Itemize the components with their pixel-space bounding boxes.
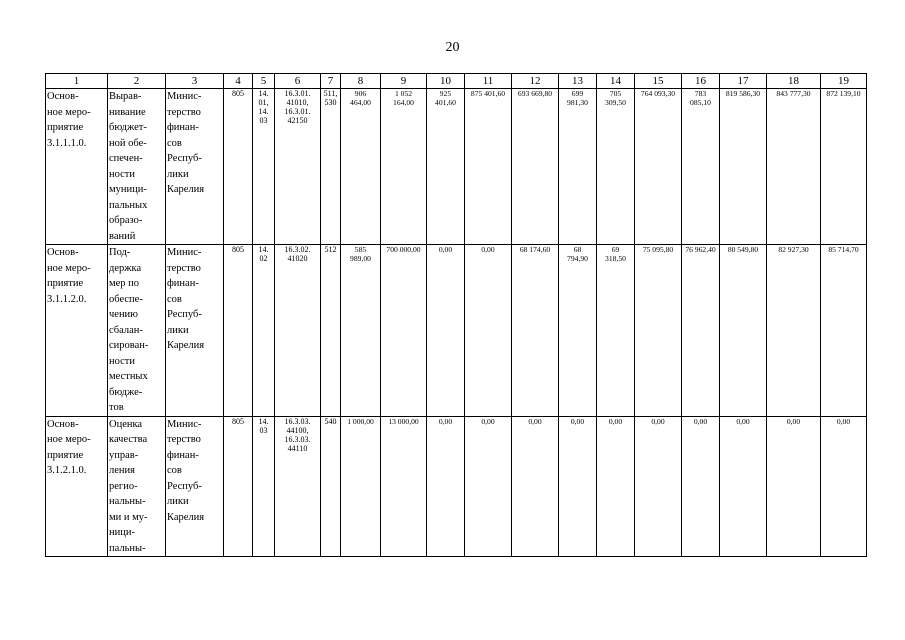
cell-text-line: приятие <box>47 449 84 461</box>
cell-text-line: 14. <box>258 416 269 426</box>
cell-text-line: сов <box>167 137 182 149</box>
cell-text-line: Под- <box>109 247 131 258</box>
cell-text-line: 805 <box>232 89 244 98</box>
table-row <box>46 416 867 557</box>
cell-text-line: муници- <box>109 184 147 195</box>
cell-text-line: Минис- <box>167 91 202 102</box>
column-header: 1 <box>46 74 108 89</box>
cell-text-line: 164,00 <box>393 98 414 107</box>
cell-text-line: мер по <box>109 278 140 289</box>
cell-text-line: Карелия <box>167 184 205 195</box>
amount-cell-col-18 <box>767 416 821 557</box>
cell-text-line: финан- <box>167 449 199 461</box>
amount-cell-col-11 <box>465 416 512 557</box>
amount-cell-col-17 <box>720 245 767 417</box>
amount-cell-col-9 <box>381 416 427 557</box>
amount-cell-col-14 <box>597 416 635 557</box>
cell-text-line: держка <box>109 262 142 274</box>
cell-text-line: управ- <box>109 449 139 461</box>
cell-text-line: ваний <box>109 230 136 242</box>
executor-cell <box>166 89 224 245</box>
column-header: 4 <box>224 74 253 89</box>
amount-cell-col-16 <box>682 245 720 417</box>
amount-cell-col-18 <box>767 89 821 245</box>
column-header: 2 <box>108 74 166 89</box>
cell-text-line: Респуб- <box>167 309 202 320</box>
cell-text-line: 02 <box>259 254 268 263</box>
column-header: 7 <box>321 74 341 89</box>
cell-text-line: 16.3.03. <box>284 416 311 426</box>
column-header: 19 <box>821 74 867 89</box>
column-header: 17 <box>720 74 767 89</box>
cell-text-line: 42150 <box>287 116 308 125</box>
cell-text-line: Карелия <box>167 340 205 351</box>
cell-text-line: чению <box>109 309 139 320</box>
cell-text-line: 75 095,80 <box>642 245 674 254</box>
cell-text-line: ное меро- <box>47 106 91 118</box>
cell-text-line: 0,00 <box>786 416 801 426</box>
grbs-cell <box>224 245 253 417</box>
column-header: 11 <box>465 74 512 89</box>
cell-text-line: 764 093,30 <box>640 89 676 98</box>
cell-text-line: 13 000,00 <box>388 416 419 426</box>
cell-text-line: местных <box>109 371 148 382</box>
column-header: 16 <box>682 74 720 89</box>
amount-cell-col-13 <box>559 245 597 417</box>
amount-cell-col-9 <box>381 245 427 417</box>
amount-cell-col-18 <box>767 245 821 417</box>
amount-cell-col-19 <box>821 416 867 557</box>
amount-cell-col-12 <box>512 245 559 417</box>
amount-cell-col-12 <box>512 416 559 557</box>
budget-table <box>45 73 867 557</box>
cell-text-line: 819 586,30 <box>725 89 761 98</box>
column-header: 13 <box>559 74 597 89</box>
cell-text-line: 872 139,10 <box>826 89 861 98</box>
amount-cell-col-17 <box>720 89 767 245</box>
cell-text-line: терство <box>167 262 201 274</box>
event-name-cell <box>108 245 166 417</box>
amount-cell-col-19 <box>821 89 867 245</box>
cell-text-line: Оценка <box>109 418 143 430</box>
cell-text-line: ления <box>109 465 135 476</box>
section-cell <box>253 89 275 245</box>
cell-text-line: 01, <box>258 98 269 107</box>
cell-text-line: 3.1.1.1.0. <box>47 137 87 149</box>
cell-text-line: 0,00 <box>836 416 851 426</box>
cell-text-line: приятие <box>47 278 84 289</box>
amount-cell-col-15 <box>635 89 682 245</box>
target-article-cell <box>275 89 321 245</box>
cell-text-line: 875 401,60 <box>470 89 506 98</box>
cell-text-line: лики <box>167 168 189 180</box>
cell-text-line: 512 <box>324 245 337 254</box>
cell-text-line: 925 <box>439 89 452 98</box>
cell-text-line: 76 962,40 <box>685 245 716 254</box>
column-header: 8 <box>341 74 381 89</box>
cell-text-line: 585 <box>354 245 367 254</box>
cell-text-line: сбалан- <box>109 324 143 336</box>
cell-text-line: 464,00 <box>350 98 371 107</box>
column-header: 5 <box>253 74 275 89</box>
expense-type-cell <box>321 416 341 557</box>
cell-text-line: 16.3.03. <box>284 434 311 444</box>
amount-cell-col-16 <box>682 416 720 557</box>
section-cell <box>253 245 275 417</box>
cell-text-line: ности <box>109 168 135 180</box>
cell-text-line: 0,00 <box>651 416 665 426</box>
column-header: 12 <box>512 74 559 89</box>
amount-cell-col-13 <box>559 416 597 557</box>
event-name-cell <box>108 416 166 557</box>
amount-cell-col-16 <box>682 89 720 245</box>
cell-text-line: 511, <box>323 89 338 98</box>
executor-cell <box>166 245 224 417</box>
cell-text-line: 0,00 <box>481 416 495 426</box>
cell-text-line: 309,50 <box>605 98 626 107</box>
cell-text-line: 843 777,30 <box>776 89 811 98</box>
cell-text-line: нальны- <box>109 496 146 507</box>
cell-text-line: 16.3.01. <box>284 107 311 116</box>
column-header: 9 <box>381 74 427 89</box>
cell-text-line: 401,60 <box>435 98 456 107</box>
table-row <box>46 89 867 245</box>
cell-text-line: 085,10 <box>690 98 711 107</box>
cell-text-line: 68 174,60 <box>519 245 551 254</box>
cell-text-line: 03 <box>259 425 268 435</box>
amount-cell-col-8 <box>341 245 381 417</box>
cell-text-line: ности <box>109 355 135 367</box>
cell-text-line: 68 <box>573 245 582 254</box>
cell-text-line: финан- <box>167 278 199 289</box>
cell-text-line: 41020 <box>287 254 308 263</box>
cell-text-line: 989,00 <box>350 254 371 263</box>
grbs-cell <box>224 416 253 557</box>
grbs-cell <box>224 89 253 245</box>
cell-text-line: 85 714,70 <box>828 245 859 254</box>
cell-text-line: ми и му- <box>109 511 148 523</box>
column-header: 18 <box>767 74 821 89</box>
amount-cell-col-19 <box>821 245 867 417</box>
cell-text-line: регио- <box>109 480 138 492</box>
cell-text-line: 3.1.1.2.0. <box>47 293 87 305</box>
section-cell <box>253 416 275 557</box>
cell-text-line: 318,50 <box>605 254 626 263</box>
amount-cell-col-15 <box>635 245 682 417</box>
cell-text-line: финан- <box>167 122 199 133</box>
cell-text-line: пальных <box>109 199 148 211</box>
amount-cell-col-14 <box>597 245 635 417</box>
cell-text-line: 82 927,30 <box>778 245 809 254</box>
cell-text-line: нивание <box>109 106 146 118</box>
cell-text-line: 69 <box>611 245 620 254</box>
cell-text-line: Основ- <box>47 418 79 430</box>
cell-text-line: Минис- <box>167 247 202 258</box>
cell-text-line: 805 <box>232 245 244 254</box>
cell-text-line: 906 <box>354 89 367 98</box>
cell-text-line: ное меро- <box>47 434 91 445</box>
cell-text-line: сов <box>167 293 182 305</box>
cell-text-line: 1 052 <box>394 89 413 98</box>
cell-text-line: Минис- <box>167 418 202 430</box>
cell-text-line: тов <box>109 402 124 413</box>
cell-text-line: 44110 <box>287 443 308 453</box>
cell-text-line: Основ- <box>47 91 79 102</box>
cell-text-line: 0,00 <box>693 416 708 426</box>
target-article-cell <box>275 245 321 417</box>
cell-text-line: 699 <box>571 89 584 98</box>
cell-text-line: 1 000,00 <box>347 416 374 426</box>
cell-text-line: 16.3.02. <box>284 245 311 254</box>
amount-cell-col-15 <box>635 416 682 557</box>
cell-text-line: сирован- <box>109 340 149 351</box>
cell-text-line: терство <box>167 106 201 118</box>
table-row <box>46 245 867 417</box>
cell-text-line: пальны- <box>109 542 146 554</box>
expense-type-cell <box>321 89 341 245</box>
amount-cell-col-8 <box>341 89 381 245</box>
amount-cell-col-10 <box>427 89 465 245</box>
column-header: 6 <box>275 74 321 89</box>
cell-text-line: 530 <box>324 98 337 107</box>
cell-text-line: 0,00 <box>481 245 495 254</box>
cell-text-line: образо- <box>109 215 143 226</box>
cell-text-line: 0,00 <box>438 245 453 254</box>
amount-cell-col-8 <box>341 416 381 557</box>
event-code-cell <box>46 416 108 557</box>
cell-text-line: 0,00 <box>608 416 623 426</box>
cell-text-line: 80 549,80 <box>727 245 759 254</box>
expense-type-cell <box>321 245 341 417</box>
amount-cell-col-10 <box>427 416 465 557</box>
column-header: 3 <box>166 74 224 89</box>
cell-text-line: 540 <box>324 416 337 426</box>
cell-text-line: 14. <box>258 245 269 254</box>
cell-text-line: лики <box>167 324 189 336</box>
cell-text-line: 0,00 <box>570 416 585 426</box>
cell-text-line: лики <box>167 496 189 507</box>
cell-text-line: 03 <box>259 116 268 125</box>
column-header: 14 <box>597 74 635 89</box>
cell-text-line: 14. <box>258 89 269 98</box>
cell-text-line: 981,30 <box>567 98 588 107</box>
cell-text-line: Основ- <box>47 247 79 258</box>
amount-cell-col-14 <box>597 89 635 245</box>
cell-text-line: 44100, <box>286 425 309 435</box>
cell-text-line: Карелия <box>167 511 205 523</box>
cell-text-line: 14. <box>258 107 269 116</box>
cell-text-line: бюдже- <box>109 386 143 398</box>
cell-text-line: ной обе- <box>109 137 147 149</box>
cell-text-line: качества <box>109 434 148 445</box>
cell-text-line: обеспе- <box>109 293 143 305</box>
cell-text-line: 0,00 <box>736 416 750 426</box>
cell-text-line: бюджет- <box>109 122 147 133</box>
cell-text-line: 700 000,00 <box>386 245 421 254</box>
column-header: 10 <box>427 74 465 89</box>
amount-cell-col-13 <box>559 89 597 245</box>
event-code-cell <box>46 245 108 417</box>
executor-cell <box>166 416 224 557</box>
amount-cell-col-10 <box>427 245 465 417</box>
amount-cell-col-11 <box>465 245 512 417</box>
amount-cell-col-12 <box>512 89 559 245</box>
cell-text-line: сов <box>167 465 182 476</box>
cell-text-line: 0,00 <box>438 416 453 426</box>
cell-text-line: спечен- <box>109 153 143 164</box>
cell-text-line: ници- <box>109 527 135 538</box>
cell-text-line: 3.1.2.1.0. <box>47 465 87 476</box>
cell-text-line: 805 <box>232 416 244 426</box>
cell-text-line: 705 <box>609 89 622 98</box>
cell-text-line: Респуб- <box>167 153 202 164</box>
cell-text-line: 794,90 <box>567 254 588 263</box>
cell-text-line: Респуб- <box>167 480 202 492</box>
amount-cell-col-17 <box>720 416 767 557</box>
event-code-cell <box>46 89 108 245</box>
amount-cell-col-11 <box>465 89 512 245</box>
header-row <box>46 74 867 89</box>
cell-text-line: 693 669,80 <box>517 89 553 98</box>
cell-text-line: ное меро- <box>47 262 91 274</box>
page-number: 20 <box>445 40 460 55</box>
event-name-cell <box>108 89 166 245</box>
cell-text-line: 783 <box>694 89 707 98</box>
cell-text-line: терство <box>167 434 201 445</box>
cell-text-line: 16.3.01. <box>284 89 311 98</box>
column-header: 15 <box>635 74 682 89</box>
target-article-cell <box>275 416 321 557</box>
cell-text-line: 41010, <box>286 98 309 107</box>
cell-text-line: приятие <box>47 122 84 133</box>
cell-text-line: 0,00 <box>528 416 542 426</box>
amount-cell-col-9 <box>381 89 427 245</box>
cell-text-line: Вырав- <box>109 91 142 102</box>
